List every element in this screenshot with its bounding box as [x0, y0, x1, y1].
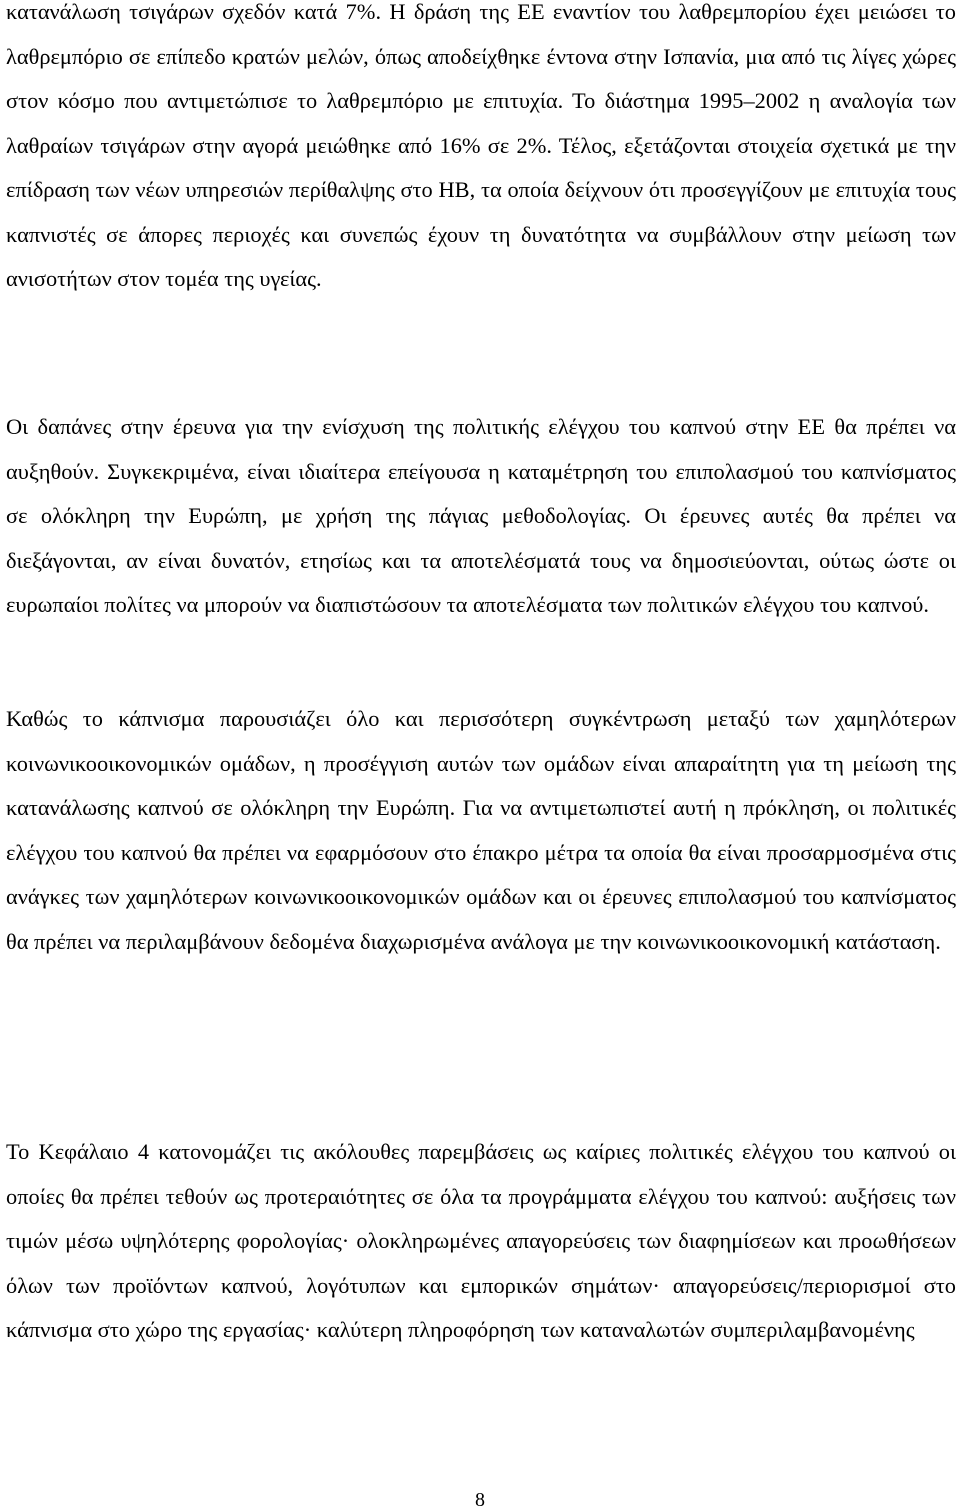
paragraph-research-spending: Οι δαπάνες στην έρευνα για την ενίσχυση της πολιτικής ελέγχου του καπνού στην ΕΕ θα πρέπει να αυξηθούν. Συγκεκριμένα, είναι ιδιαίτερα επείγουσα η καταμέτρηση του επιπολασμού του καπνίσματος σε ολόκληρη την Ευρώπη, με χρήση της πάγιας μεθοδολογίας. Οι έρευνες αυτές θα πρέπει να διεξάγονται, αν είναι δυνατόν, ετησίως και τα αποτελέσματά τους να δημοσιεύονται, ούτως ώστε οι ευρωπαίοι πολίτες να μπορούν να διαπιστώσουν τα αποτελέσματα των πολιτικών ελέγχου του καπνού.: [6, 414, 956, 617]
paragraph-socioeconomic-groups: Καθώς το κάπνισμα παρουσιάζει όλο και περισσότερη συγκέντρωση μεταξύ των χαμηλότερων κοινωνικοοικονομικών ομάδων, η προσέγγιση αυτών των ομάδων είναι απαραίτητη για τη μείωση της κατανάλωσης καπνού σε ολόκληρη την Ευρώπη. Για να αντιμετωπιστεί αυτή η πρόκληση, οι πολιτικές ελέγχου του καπνού θα πρέπει να εφαρμόσουν στο έπακρο μέτρα τα οποία θα είναι προσαρμοσμένα στις ανάγκες των χαμηλότερων κοινωνικοοικονομικών ομάδων και οι έρευνες επιπολασμού του καπνίσματος θα πρέπει να περιλαμβάνουν δεδομένα διαχωρισμένα ανάλογα με την κοινωνικοοικονομική κατάσταση.: [6, 706, 956, 954]
paragraph-smuggling-reduction: κατανάλωση τσιγάρων σχεδόν κατά 7%. Η δράση της ΕΕ εναντίον του λαθρεμπορίου έχει μειώσει το λαθρεμπόριο σε επίπεδο κρατών μελών, όπως αποδείχθηκε έντονα στην Ισπανία, μια από τις λίγες χώρες στον κόσμο που αντιμετώπισε το λαθρεμπόριο με επιτυχία. Το διάστημα 1995–2002 η αναλογία των λαθραίων τσιγάρων στην αγορά μειώθηκε από 16% σε 2%. Τέλος, εξετάζονται στοιχεία σχετικά με την επίδραση των νέων υπηρεσιών περίθαλψης στο ΗΒ, τα οποία δείχνουν ότι προσεγγίζουν με επιτυχία τους καπνιστές σε άπορες περιοχές και συνεπώς έχουν τη δυνατότητα να συμβάλλουν στην μείωση των ανισοτήτων στον τομέα της υγείας.: [6, 0, 956, 291]
paragraph-chapter-4-interventions: Το Κεφάλαιο 4 κατονομάζει τις ακόλουθες παρεμβάσεις ως καίριες πολιτικές ελέγχου του καπνού οι οποίες θα πρέπει τεθούν ως προτεραιότητες σε όλα τα προγράμματα ελέγχου του καπνού: αυξήσεις των τιμών μέσω υψηλότερης φορολογίας· ολοκληρωμένες απαγορεύσεις των διαφημίσεων και προωθήσεων όλων των προϊόντων καπνού, λογότυπων και εμπορικών σημάτων· απαγορεύσεις/περιορισμοί στο κάπνισμα στο χώρο της εργασίας· καλύτερη πληροφόρηση των καταναλωτών συμπεριλαμβανομένης: [6, 1139, 956, 1342]
page-number: 8: [475, 1489, 485, 1511]
